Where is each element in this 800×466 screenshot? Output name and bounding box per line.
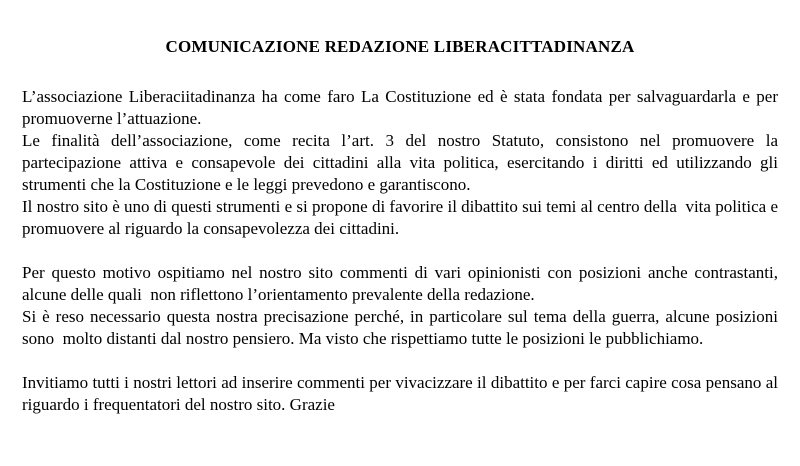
paragraph-statute-goals: Le finalità dell’associazione, come recita l’art. 3 del nostro Statuto, consistono nel promuovere la partecipazione attiva e consapevole dei cittadini alla vita politica, esercitando i diritti ed utilizzando gli strumenti che la Costituzione e le leggi prevedono e garantiscono. xyxy=(22,131,783,194)
paragraph-clarification-war: Si è reso necessario questa nostra precisazione perché, in particolare sul tema della guerra, alcune posizioni sono molto distanti dal nostro pensiero. Ma visto che rispettiamo tutte le posizioni le pubblichiamo. xyxy=(22,307,783,348)
paragraph-invitation: Invitiamo tutti i nostri lettori ad inserire commenti per vivacizzare il dibattito e per farci capire cosa pensano al riguardo i frequentatori del nostro sito. Grazie xyxy=(22,373,783,414)
paragraph-association-founding: L’associazione Liberaciitadinanza ha come faro La Costituzione ed è stata fondata per salvaguardarla e per promuoverne l’attuazione. xyxy=(22,87,783,128)
paragraph-site-purpose: Il nostro sito è uno di questi strumenti e si propone di favorire il dibattito sui temi al centro della vita politica e promuovere al riguardo la consapevolezza dei cittadini. xyxy=(22,197,783,238)
paragraph-opinionists: Per questo motivo ospitiamo nel nostro sito commenti di vari opinionisti con posizioni anche contrastanti, alcune delle quali non riflettono l’orientamento prevalente della redazione. xyxy=(22,263,783,304)
document-title: COMUNICAZIONE REDAZIONE LIBERACITTADINANZA xyxy=(165,37,635,56)
